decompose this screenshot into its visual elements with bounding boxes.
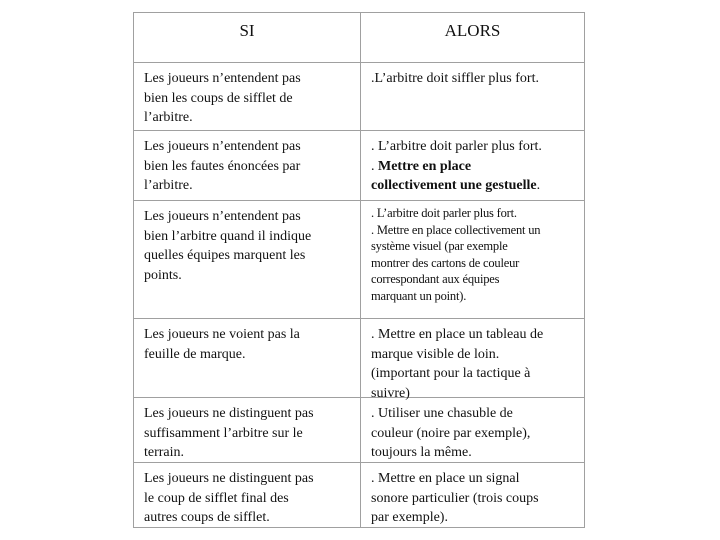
cell-alors: [361, 319, 584, 401]
table-header-row: [134, 13, 584, 63]
table-row: [134, 131, 584, 201]
cell-alors: [361, 63, 584, 130]
cell-text-line: feuille de marque.: [144, 346, 246, 362]
cell-text-line: . L’arbitre doit parler plus fort.: [371, 206, 517, 220]
cell-text-line: . L’arbitre doit parler plus fort.: [371, 139, 542, 154]
cell-text-line: le coup de sifflet final des: [144, 490, 289, 506]
cell-alors: [361, 398, 584, 462]
cell-text-line: correspondant aux équipes: [371, 272, 500, 286]
cell-si: [134, 398, 361, 462]
table-row: [134, 201, 584, 319]
cell-text-line: .L’arbitre doit siffler plus fort.: [371, 71, 539, 86]
cell-text-line: Les joueurs ne distinguent pas: [144, 406, 314, 421]
cell-text-line: quelles équipes marquent les: [144, 248, 306, 263]
cell-text-line: couleur (noire par exemple),: [371, 425, 531, 441]
cell-si: [134, 319, 361, 397]
cell-text-line: bien l’arbitre quand il indique: [144, 228, 312, 244]
cell-text-line: [371, 176, 574, 196]
cell-text-line: Les joueurs n’entendent pas: [144, 139, 301, 154]
cell-text-line: Les joueurs ne voient pas la: [144, 327, 300, 342]
table-row: [134, 398, 584, 463]
cell-text-line: l’arbitre.: [144, 110, 193, 125]
bold-text: Mettre en place: [378, 158, 472, 174]
si-alors-table: [133, 12, 585, 528]
cell-alors: [361, 201, 584, 318]
cell-text-line: bien les fautes énoncées par: [144, 158, 301, 174]
table-row: [134, 63, 584, 131]
cell-text-line: (important pour la tactique à: [371, 366, 531, 381]
cell-alors: [361, 463, 584, 527]
table-row: [134, 463, 584, 527]
cell-text-line: Les joueurs ne distinguent pas: [144, 471, 314, 486]
cell-text: .: [536, 178, 541, 193]
cell-text-line: toujours la même.: [371, 445, 472, 460]
cell-text-line: suivre): [371, 385, 410, 401]
cell-text-line: Les joueurs n’entendent pas: [144, 209, 301, 224]
cell-text-line: marquant un point).: [371, 288, 467, 303]
cell-text-line: . Utiliser une chasuble de: [371, 406, 513, 421]
cell-text-line: par exemple).: [371, 510, 448, 525]
cell-text-line: . Mettre en place collectivement un: [371, 222, 541, 237]
cell-si: [134, 463, 361, 527]
cell-text-line: points.: [144, 267, 182, 283]
cell-text-line: Les joueurs n’entendent pas: [144, 71, 301, 86]
cell-si: [134, 131, 361, 200]
cell-text-line: . Mettre en place un tableau de: [371, 327, 544, 342]
cell-text-line: montrer des cartons de couleur: [371, 255, 520, 270]
cell-text-line: suffisamment l’arbitre sur le: [144, 425, 303, 441]
cell-text-line: bien les coups de sifflet de: [144, 90, 293, 106]
cell-text-line: . Mettre en place un signal: [371, 471, 520, 486]
cell-si: [134, 201, 361, 318]
header-alors: ALORS: [444, 21, 501, 40]
cell-text-line: marque visible de loin.: [371, 346, 500, 362]
cell-si: [134, 63, 361, 130]
table-row: [134, 319, 584, 401]
header-si: SI: [134, 13, 361, 62]
cell-text-line: système visuel (par exemple: [371, 239, 508, 253]
cell-text-line: l’arbitre.: [144, 178, 193, 193]
cell-alors: [361, 131, 584, 200]
cell-text-line: autres coups de sifflet.: [144, 510, 270, 525]
cell-text: .: [371, 158, 378, 174]
bold-text: collectivement une gestuelle: [371, 178, 537, 193]
cell-text-line: [371, 157, 574, 177]
cell-text-line: terrain.: [144, 445, 185, 460]
cell-text-line: sonore particulier (trois coups: [371, 490, 539, 506]
